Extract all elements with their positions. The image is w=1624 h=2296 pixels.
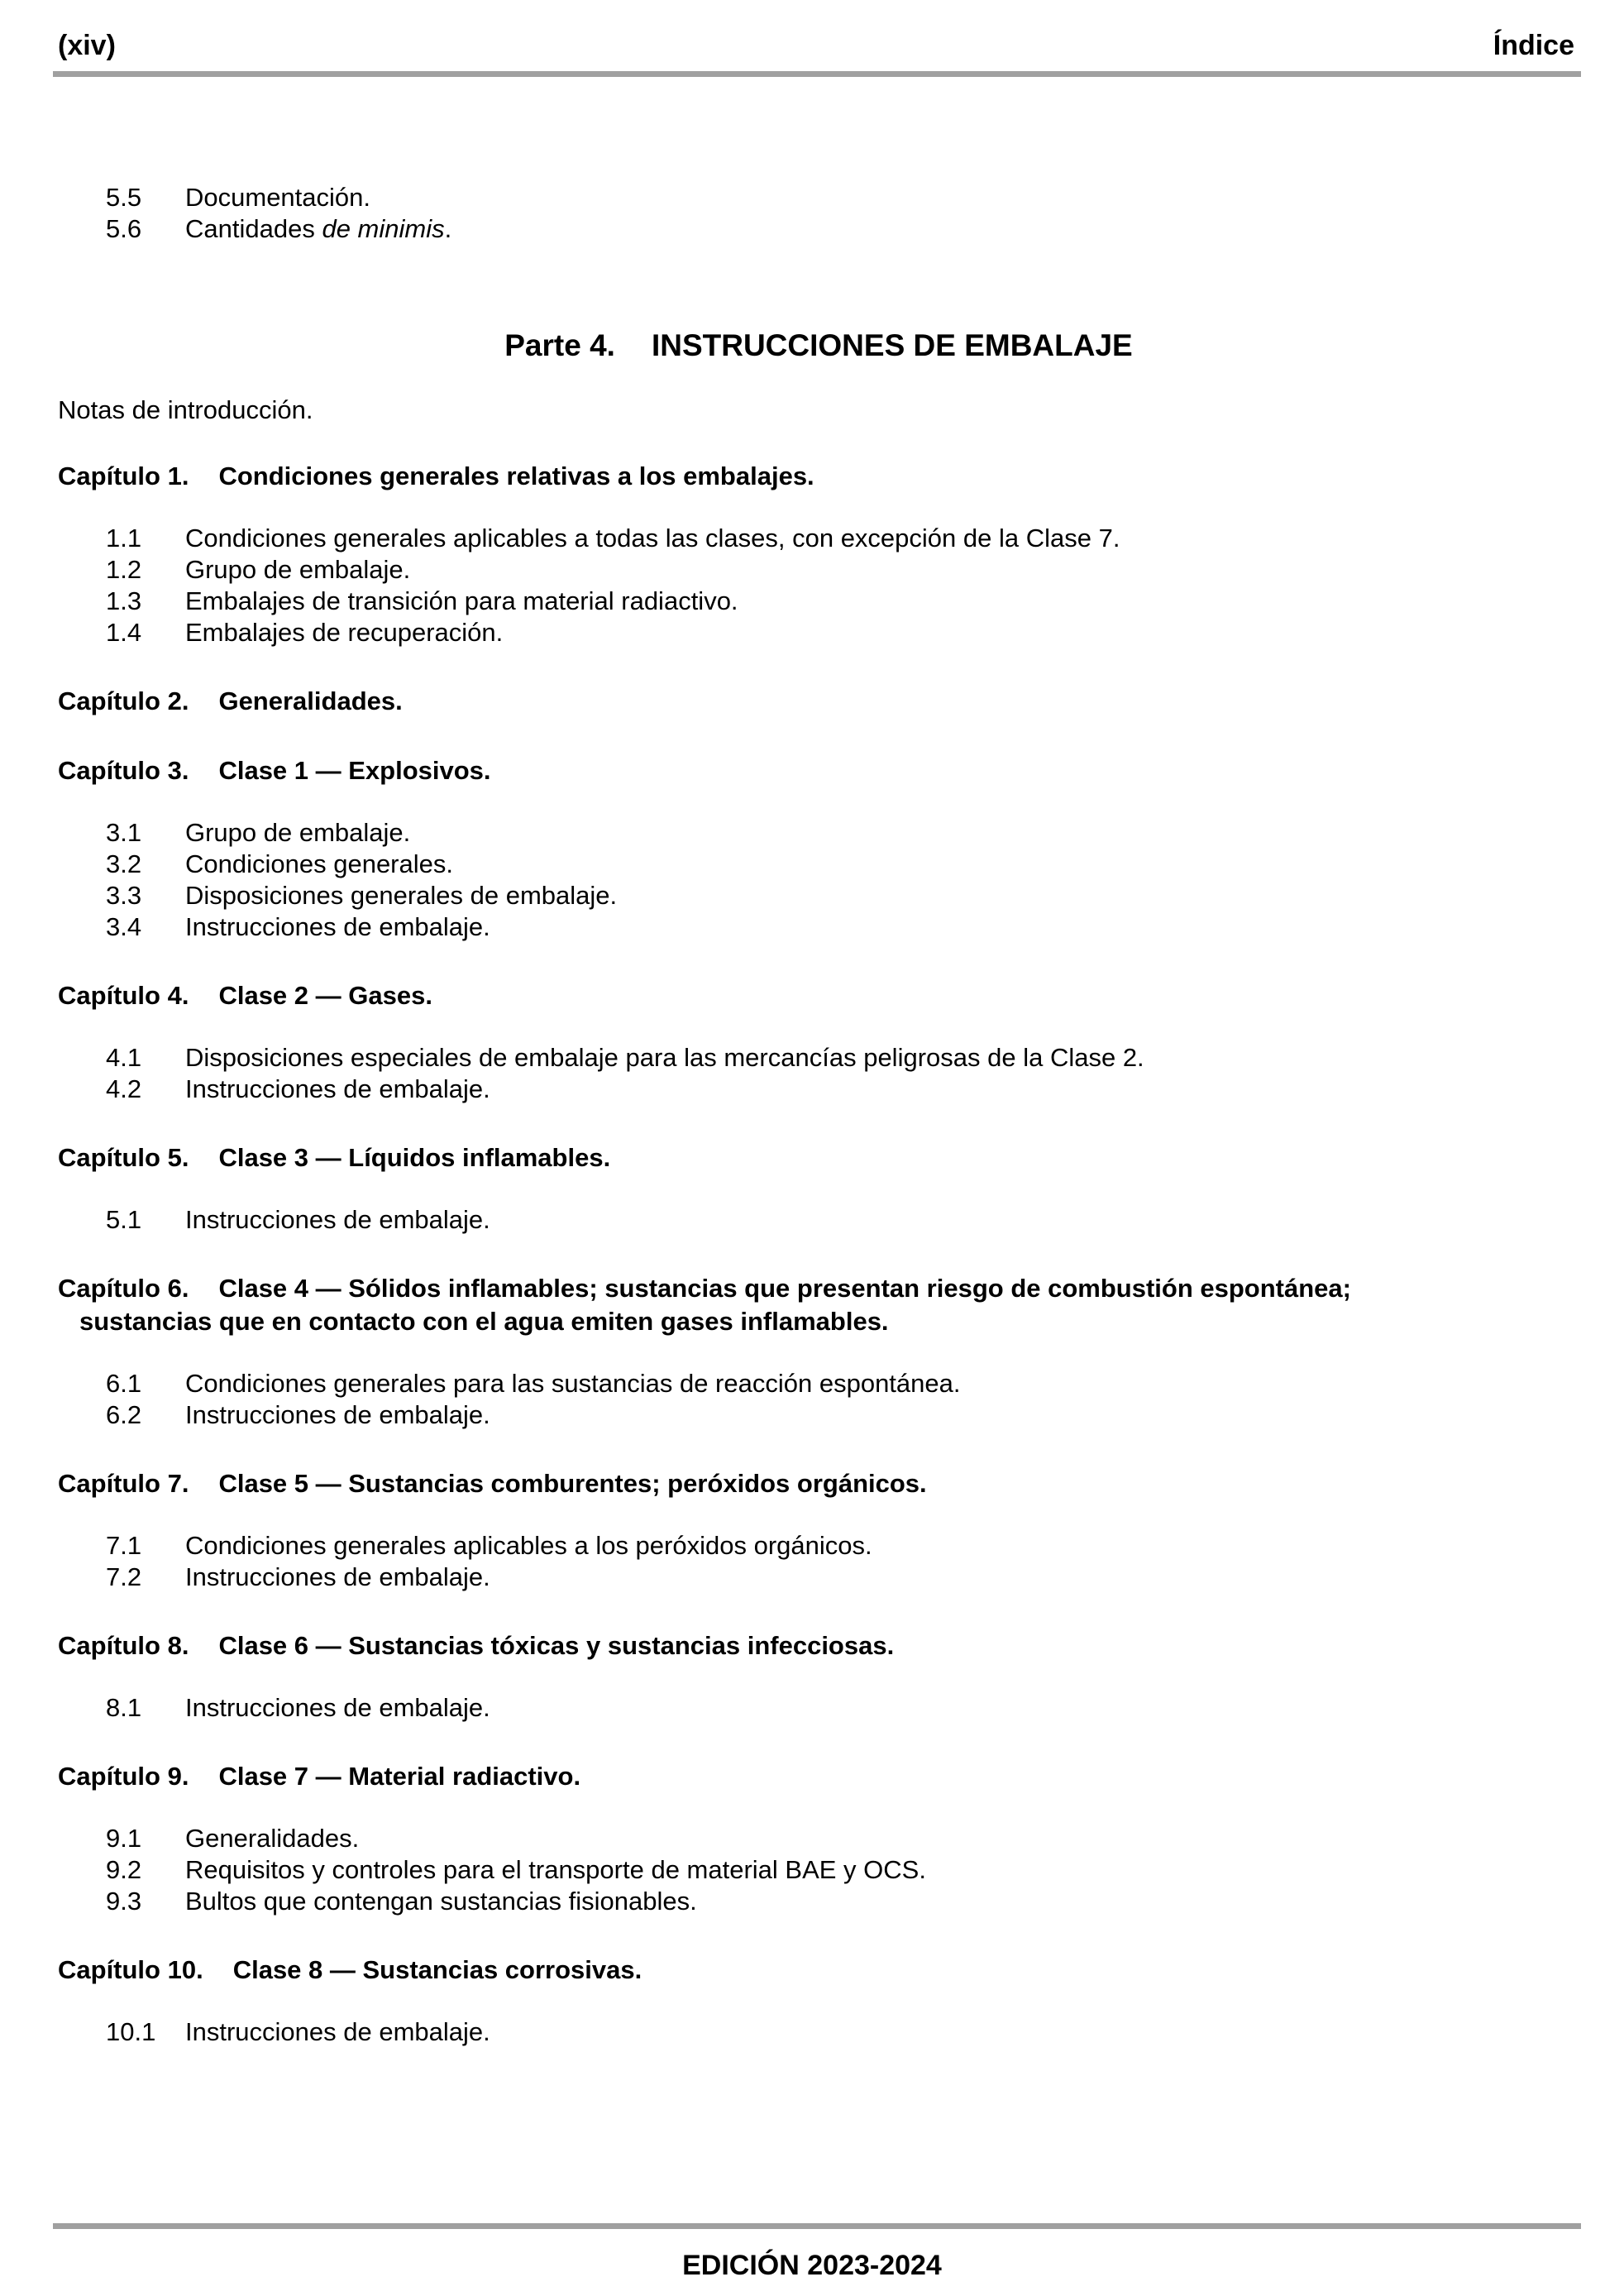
- list-item: [58, 1692, 1579, 1724]
- header-section-title: Índice: [1493, 30, 1574, 61]
- list-item: [58, 817, 1579, 849]
- item-number: 3.4: [106, 912, 142, 941]
- chapter-label: Capítulo 8.: [58, 1631, 189, 1660]
- item-text: Instrucciones de embalaje.: [185, 1205, 490, 1234]
- item-text: Condiciones generales aplicables a todas las clases, con excepción de la Clase 7.: [185, 524, 1120, 552]
- item-text: Generalidades.: [185, 1824, 360, 1853]
- item-number: 6.1: [106, 1369, 142, 1398]
- item-number: 1.2: [106, 555, 142, 584]
- item-number: 9.2: [106, 1855, 142, 1884]
- chapter-group: [58, 1760, 1579, 1917]
- item-number: 6.2: [106, 1400, 142, 1429]
- item-text: [185, 213, 1579, 245]
- item-number: 1.1: [106, 524, 142, 552]
- chapter-title: Clase 6 — Sustancias tóxicas y sustancias infecciosas.: [218, 1631, 895, 1660]
- item-text: Documentación.: [185, 183, 371, 212]
- chapter-group: [58, 1629, 1579, 1724]
- chapter-title: Clase 2 — Gases.: [218, 981, 432, 1010]
- chapter-label: Capítulo 2.: [58, 686, 189, 715]
- chapter-title: Clase 8 — Sustancias corrosivas.: [232, 1955, 642, 1984]
- chapter-group: [58, 1467, 1579, 1593]
- chapter-heading: [58, 685, 1579, 718]
- list-item: [58, 849, 1579, 880]
- item-number: 10.1: [106, 2017, 156, 2046]
- item-number: 4.1: [106, 1043, 142, 1072]
- item-number: 8.1: [106, 1693, 142, 1722]
- chapter-heading: [58, 1141, 1579, 1174]
- item-number: 3.1: [106, 818, 142, 847]
- list-item: [58, 1042, 1579, 1074]
- chapter-heading: [58, 1954, 1579, 1987]
- item-text: Condiciones generales aplicables a los peróxidos orgánicos.: [185, 1531, 872, 1560]
- item-text: Embalajes de recuperación.: [185, 618, 504, 647]
- chapter-label: Capítulo 5.: [58, 1143, 189, 1172]
- part-label: Parte 4.: [504, 328, 615, 362]
- top-items: [58, 182, 1579, 245]
- chapter-title-continuation: sustancias que en contacto con el agua emiten gases inflamables.: [79, 1307, 889, 1336]
- chapter-label: Capítulo 3.: [58, 756, 189, 785]
- chapter-group: [58, 685, 1579, 718]
- chapter-heading: [58, 1629, 1579, 1662]
- item-text: Instrucciones de embalaje.: [185, 912, 490, 941]
- chapter-title: Generalidades.: [218, 686, 403, 715]
- item-text: Grupo de embalaje.: [185, 818, 411, 847]
- item-number: 5.5: [106, 183, 142, 212]
- item-number: 5.1: [106, 1205, 142, 1234]
- list-item: [58, 586, 1579, 617]
- chapter-group: [58, 754, 1579, 943]
- list-item: [58, 523, 1579, 554]
- footer-rule: [53, 2223, 1581, 2229]
- item-text: Instrucciones de embalaje.: [185, 1693, 490, 1722]
- list-item: [58, 554, 1579, 586]
- chapter-label: Capítulo 10.: [58, 1955, 203, 1984]
- item-text: Instrucciones de embalaje.: [185, 1562, 490, 1591]
- chapter-title: Condiciones generales relativas a los embalajes.: [218, 462, 814, 490]
- part-title: INSTRUCCIONES DE EMBALAJE: [651, 328, 1133, 362]
- chapter-group: [58, 1272, 1579, 1431]
- item-text-start: Cantidades: [185, 214, 322, 243]
- chapter-title: Clase 1 — Explosivos.: [218, 756, 491, 785]
- notes-intro: Notas de introducción.: [58, 395, 313, 424]
- list-item: [58, 1368, 1579, 1399]
- item-number: 3.3: [106, 881, 142, 910]
- item-number: 7.1: [106, 1531, 142, 1560]
- item-text: Disposiciones generales de embalaje.: [185, 881, 618, 910]
- item-text: Condiciones generales.: [185, 849, 453, 878]
- chapter-heading: [58, 460, 1579, 493]
- chapter-heading: [58, 1467, 1579, 1500]
- chapter-title: Clase 5 — Sustancias comburentes; peróxidos orgánicos.: [218, 1469, 927, 1498]
- item-text-end: .: [444, 214, 452, 243]
- list-item: [58, 911, 1579, 943]
- item-number: 9.1: [106, 1824, 142, 1853]
- item-text: Condiciones generales para las sustancias de reacción espontánea.: [185, 1369, 961, 1398]
- list-item: [58, 880, 1579, 911]
- item-text-italic: de minimis: [322, 214, 445, 243]
- chapter-label: Capítulo 6.: [58, 1274, 189, 1303]
- chapter-label: Capítulo 9.: [58, 1762, 189, 1791]
- chapter-heading: [58, 979, 1579, 1012]
- item-number: 7.2: [106, 1562, 142, 1591]
- chapter-heading: [58, 754, 1579, 787]
- list-item: [58, 2016, 1579, 2048]
- header-page-number: (xiv): [58, 30, 116, 61]
- list-item: [58, 1074, 1579, 1105]
- chapter-group: [58, 1954, 1579, 2048]
- item-text: Grupo de embalaje.: [185, 555, 411, 584]
- list-item: [58, 1886, 1579, 1917]
- list-item: [58, 1854, 1579, 1886]
- item-text: Instrucciones de embalaje.: [185, 1400, 490, 1429]
- item-number: 1.4: [106, 618, 142, 647]
- chapter-group: [58, 979, 1579, 1105]
- part-heading: [58, 328, 1579, 364]
- chapter-title: Clase 4 — Sólidos inflamables; sustancias que presentan riesgo de combustión espontánea;: [218, 1274, 1351, 1303]
- list-item: [58, 182, 1579, 213]
- item-text: Disposiciones especiales de embalaje para las mercancías peligrosas de la Clase 2.: [185, 1043, 1144, 1072]
- list-item: [58, 213, 1579, 245]
- item-text: Instrucciones de embalaje.: [185, 2017, 490, 2046]
- chapter-label: Capítulo 1.: [58, 462, 189, 490]
- index-content: [58, 182, 1579, 2084]
- chapter-label: Capítulo 4.: [58, 981, 189, 1010]
- chapter-title: Clase 3 — Líquidos inflamables.: [218, 1143, 611, 1172]
- item-number: 3.2: [106, 849, 142, 878]
- list-item: [58, 1204, 1579, 1236]
- chapter-heading: [58, 1760, 1579, 1793]
- item-text: Embalajes de transición para material radiactivo.: [185, 586, 738, 615]
- item-number: 1.3: [106, 586, 142, 615]
- list-item: [58, 1823, 1579, 1854]
- item-text: Requisitos y controles para el transporte de material BAE y OCS.: [185, 1855, 926, 1884]
- footer-edition: EDICIÓN 2023-2024: [682, 2250, 942, 2281]
- header-rule: [53, 71, 1581, 77]
- chapter-label: Capítulo 7.: [58, 1469, 189, 1498]
- chapter-group: [58, 1141, 1579, 1236]
- chapter-title: Clase 7 — Material radiactivo.: [218, 1762, 581, 1791]
- chapter-list: [58, 460, 1579, 2048]
- item-text: Instrucciones de embalaje.: [185, 1074, 490, 1103]
- item-number: 4.2: [106, 1074, 142, 1103]
- list-item: [58, 1562, 1579, 1593]
- list-item: [58, 1399, 1579, 1431]
- list-item: [58, 617, 1579, 648]
- chapter-group: [58, 460, 1579, 648]
- item-number: 9.3: [106, 1887, 142, 1916]
- chapter-heading: [58, 1272, 1579, 1338]
- list-item: [58, 1530, 1579, 1562]
- item-number: 5.6: [106, 214, 142, 243]
- item-text: Bultos que contengan sustancias fisionables.: [185, 1887, 697, 1916]
